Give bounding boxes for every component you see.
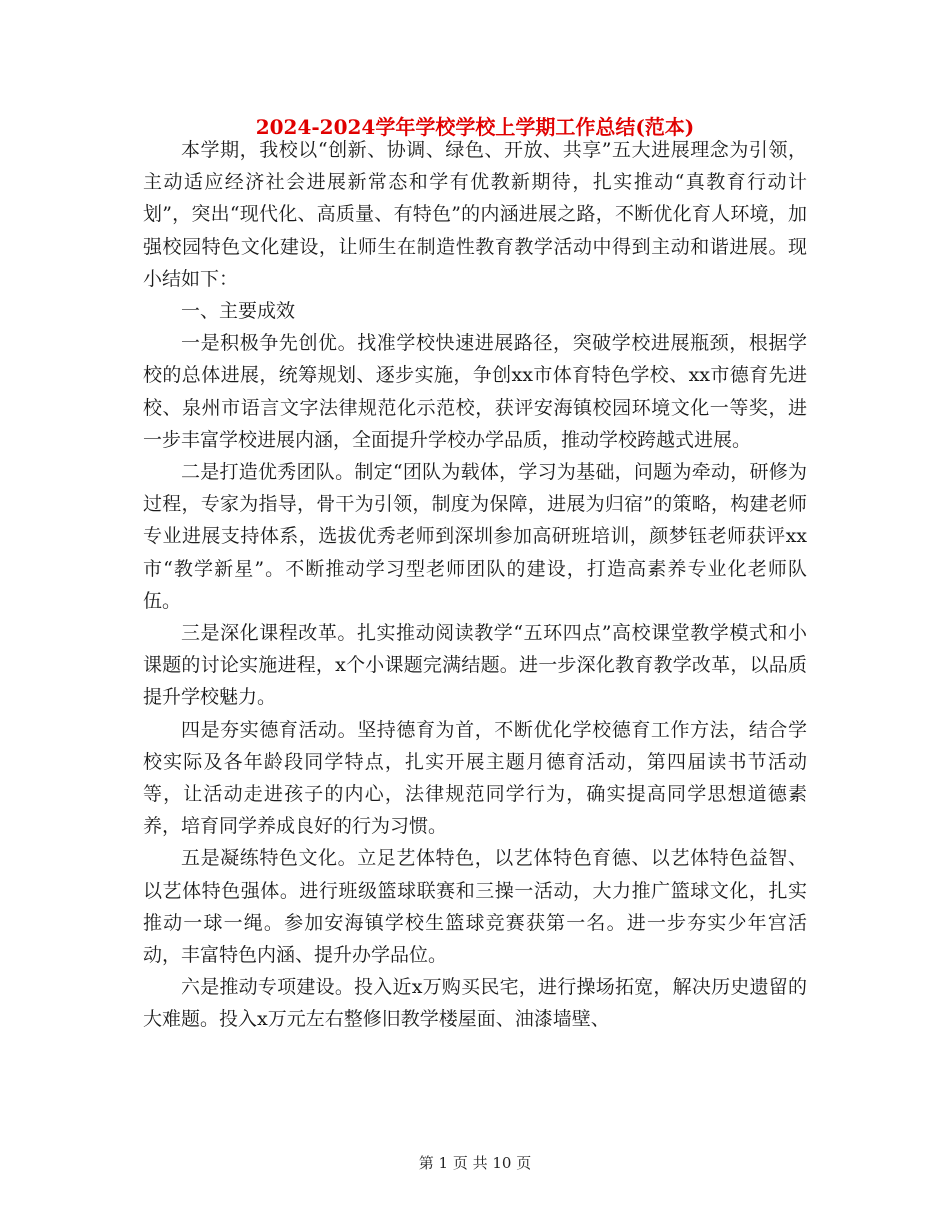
paragraph-item-6: 六是推动专项建设。投入近x万购买民宅，进行操场拓宽，解决历史遗留的大难题。投入x万元左右整修旧教学楼屋面、油漆墙壁、 <box>143 976 807 1031</box>
paragraph-intro: 本学期，我校以“创新、协调、绿色、开放、共享”五大进展理念为引领，主动适应经济社会进展新常态和学有优教新期待，扎实推动“真教育行动计划”，突出“现代化、高质量、有特色”的内涵进展之路，不断优化育人环境，加强校园特色文化建设，让师生在制造性教育教学活动中得到主动和谐进展。现小结如下： <box>143 139 807 290</box>
paragraph-item-2: 二是打造优秀团队。制定“团队为载体，学习为基础，问题为牵动，研修为过程，专家为指导，骨干为引领，制度为保障，进展为归宿”的策略，构建老师专业进展支持体系，选拔优秀老师到深圳参加高研班培训，颜梦钰老师获评xx市“教学新星”。不断推动学习型老师团队的建设，打造高素养专业化老师队伍。 <box>143 461 807 612</box>
paragraph-item-3: 三是深化课程改革。扎实推动阅读教学“五环四点”高校课堂教学模式和小课题的讨论实施进程，x个小课题完满结题。进一步深化教育教学改革，以品质提升学校魅力。 <box>143 622 807 709</box>
page-footer: 第 1 页 共 10 页 <box>418 1154 532 1172</box>
document-title: 2024-2024学年学校学校上学期工作总结(范本) <box>255 115 695 139</box>
section-heading-main-results: 一、主要成效 <box>181 300 296 323</box>
paragraph-item-5: 五是凝练特色文化。立足艺体特色，以艺体特色育德、以艺体特色益智、以艺体特色强体。进行班级篮球联赛和三操一活动，大力推广篮球文化，扎实推动一球一绳。参加安海镇学校生篮球竞赛获第一名。进一步夯实少年宫活动，丰富特色内涵、提升办学品位。 <box>143 847 807 967</box>
document-body <box>143 134 807 1036</box>
paragraph-item-1: 一是积极争先创优。找准学校快速进展路径，突破学校进展瓶颈，根据学校的总体进展，统筹规划、逐步实施，争创xx市体育特色学校、xx市德育先进校、泉州市语言文字法律规范化示范校，获评安海镇校园环境文化一等奖，进一步丰富学校进展内涵，全面提升学校办学品质，推动学校跨越式进展。 <box>143 332 807 451</box>
paragraph-item-4: 四是夯实德育活动。坚持德育为首，不断优化学校德育工作方法，结合学校实际及各年龄段同学特点，扎实开展主题月德育活动，第四届读书节活动等，让活动走进孩子的内心，法律规范同学行为，确实提高同学思想道德素养，培育同学养成良好的行为习惯。 <box>143 718 807 838</box>
